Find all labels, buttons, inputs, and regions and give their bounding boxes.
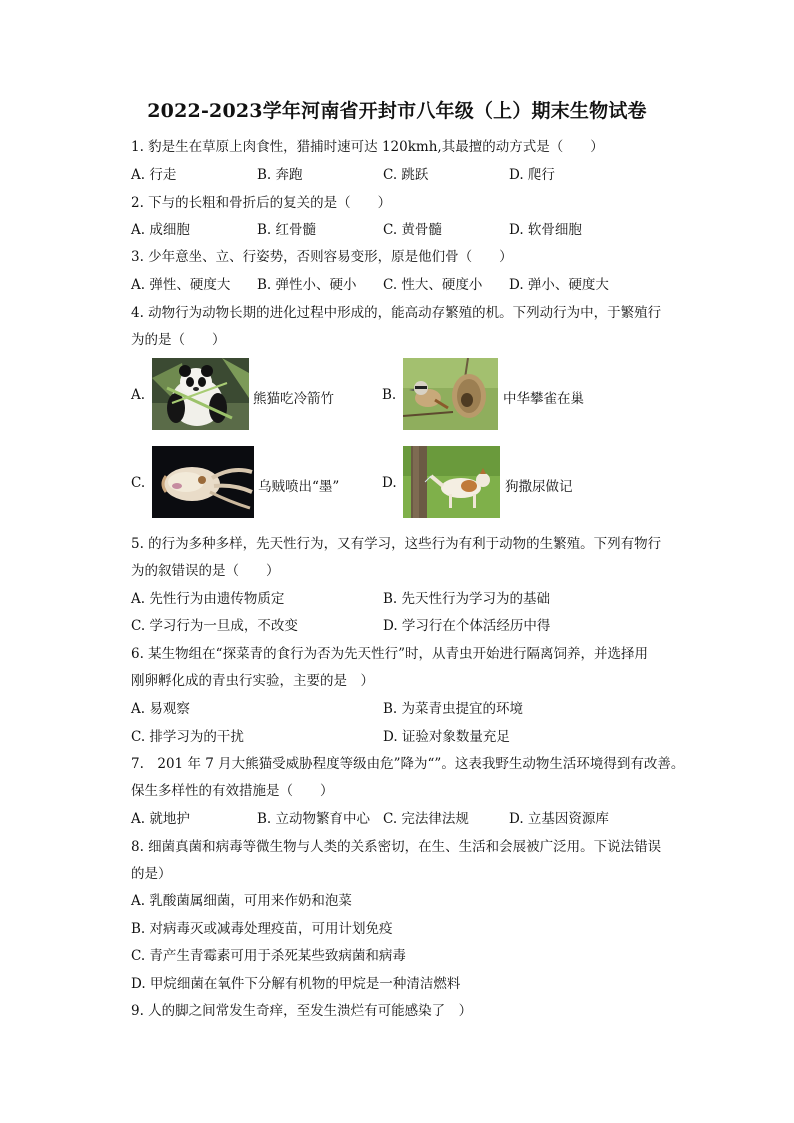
- q1-option-c: C. 跳跃: [383, 167, 429, 183]
- question-4-stem-line1: 4. 动物行为动物长期的进化过程中形成的，能高动存繁殖的机。下列动行为中，于繁殖行: [131, 305, 662, 321]
- dog-image: [403, 446, 500, 518]
- q6-option-a: A. 易观察: [131, 701, 190, 717]
- q4-option-b-letter: B.: [382, 387, 397, 403]
- q1-option-a: A. 行走: [131, 167, 177, 183]
- q5-option-a: A. 先性行为由遗传物质定: [131, 591, 285, 607]
- question-7-stem-line1: 7. 201 年 7 月大熊猫受威胁程度等级由危”降为“”。这表我野生动物生活环境得到有改善。: [131, 756, 685, 772]
- q8-option-b: B. 对病毒灭或减毒处理疫苗，可用计划免疫: [131, 921, 393, 937]
- q8-option-c: C. 青产生青霉素可用于杀死某些致病菌和病毒: [131, 948, 406, 964]
- q4-option-b-caption: 中华攀雀在巢: [503, 391, 584, 407]
- panda-image: [152, 358, 249, 430]
- q3-option-d: D. 弹小、硬度大: [509, 277, 609, 293]
- q4-option-c-caption: 乌贼喷出“墨”: [258, 479, 340, 495]
- question-7-stem-line2: 保生多样性的有效措施是（ ）: [131, 783, 334, 799]
- q7-option-b: B. 立动物繁育中心: [257, 811, 371, 827]
- question-5-stem-line2: 为的叙错误的是（ ）: [131, 563, 280, 579]
- q8-option-a: A. 乳酸菌属细菌，可用来作奶和泡菜: [131, 893, 352, 909]
- q6-option-d: D. 证验对象数量充足: [383, 729, 510, 745]
- bird-nest-image: [403, 358, 498, 430]
- squid-image: [152, 446, 254, 518]
- question-6-stem-line2: 刚卵孵化成的青虫行实验，主要的是 ）: [131, 673, 374, 689]
- q2-option-c: C. 黄骨髓: [383, 222, 442, 238]
- q4-option-a-caption: 熊猫吃冷箭竹: [253, 391, 334, 407]
- q3-option-c: C. 性大、硬度小: [383, 277, 483, 293]
- question-6-stem-line1: 6. 某生物组在“探菜青的食行为否为先天性行”时，从青虫开始进行隔离饲养，并选择用: [131, 646, 648, 662]
- question-8-stem-line1: 8. 细菌真菌和病毒等微生物与人类的关系密切，在生、生活和会展被广泛用。下说法错误: [131, 839, 662, 855]
- q8-option-d: D. 甲烷细菌在氧件下分解有机物的甲烷是一种清洁燃料: [131, 976, 461, 992]
- q3-option-b: B. 弹性小、硬小: [257, 277, 357, 293]
- question-3-stem: 3. 少年意坐、立、行姿势，否则容易变形，原是他们骨（ ）: [131, 249, 513, 265]
- q5-option-b: B. 先天性行为学习为的基础: [383, 591, 551, 607]
- q2-option-d: D. 软骨细胞: [509, 222, 582, 238]
- question-1-stem: 1. 豹是生在草原上肉食性，猎捕时速可达 120kmh,其最擅的动方式是（ ）: [131, 139, 604, 155]
- q4-option-d-caption: 狗撒尿做记: [505, 479, 573, 495]
- question-5-stem-line1: 5. 的行为多种多样，先天性行为，又有学习，这些行为有利于动物的生繁殖。下列有物行: [131, 536, 662, 552]
- q7-option-d: D. 立基因资源库: [509, 811, 609, 827]
- question-4-stem-line2: 为的是（ ）: [131, 332, 226, 348]
- q3-option-a: A. 弹性、硬度大: [131, 277, 231, 293]
- q6-option-c: C. 排学习为的干扰: [131, 729, 244, 745]
- q4-option-c-letter: C.: [131, 475, 146, 491]
- q2-option-a: A. 成细胞: [131, 222, 190, 238]
- q7-option-a: A. 就地护: [131, 811, 190, 827]
- question-8-stem-line2: 的是）: [131, 866, 172, 882]
- question-9-stem: 9. 人的脚之间常发生奇痒，至发生溃烂有可能感染了 ）: [131, 1003, 473, 1019]
- q1-option-d: D. 爬行: [509, 167, 555, 183]
- q4-option-a-letter: A.: [131, 387, 146, 403]
- exam-title: 2022-2023学年河南省开封市八年级（上）期末生物试卷: [147, 100, 647, 122]
- q4-option-d-letter: D.: [382, 475, 397, 491]
- q2-option-b: B. 红骨髓: [257, 222, 317, 238]
- q5-option-d: D. 学习行在个体活经历中得: [383, 618, 551, 634]
- question-2-stem: 2. 下与的长粗和骨折后的复关的是（ ）: [131, 195, 392, 211]
- q6-option-b: B. 为菜青虫提宜的环境: [383, 701, 524, 717]
- q1-option-b: B. 奔跑: [257, 167, 303, 183]
- q5-option-c: C. 学习行为一旦成，不改变: [131, 618, 298, 634]
- q7-option-c: C. 完法律法规: [383, 811, 469, 827]
